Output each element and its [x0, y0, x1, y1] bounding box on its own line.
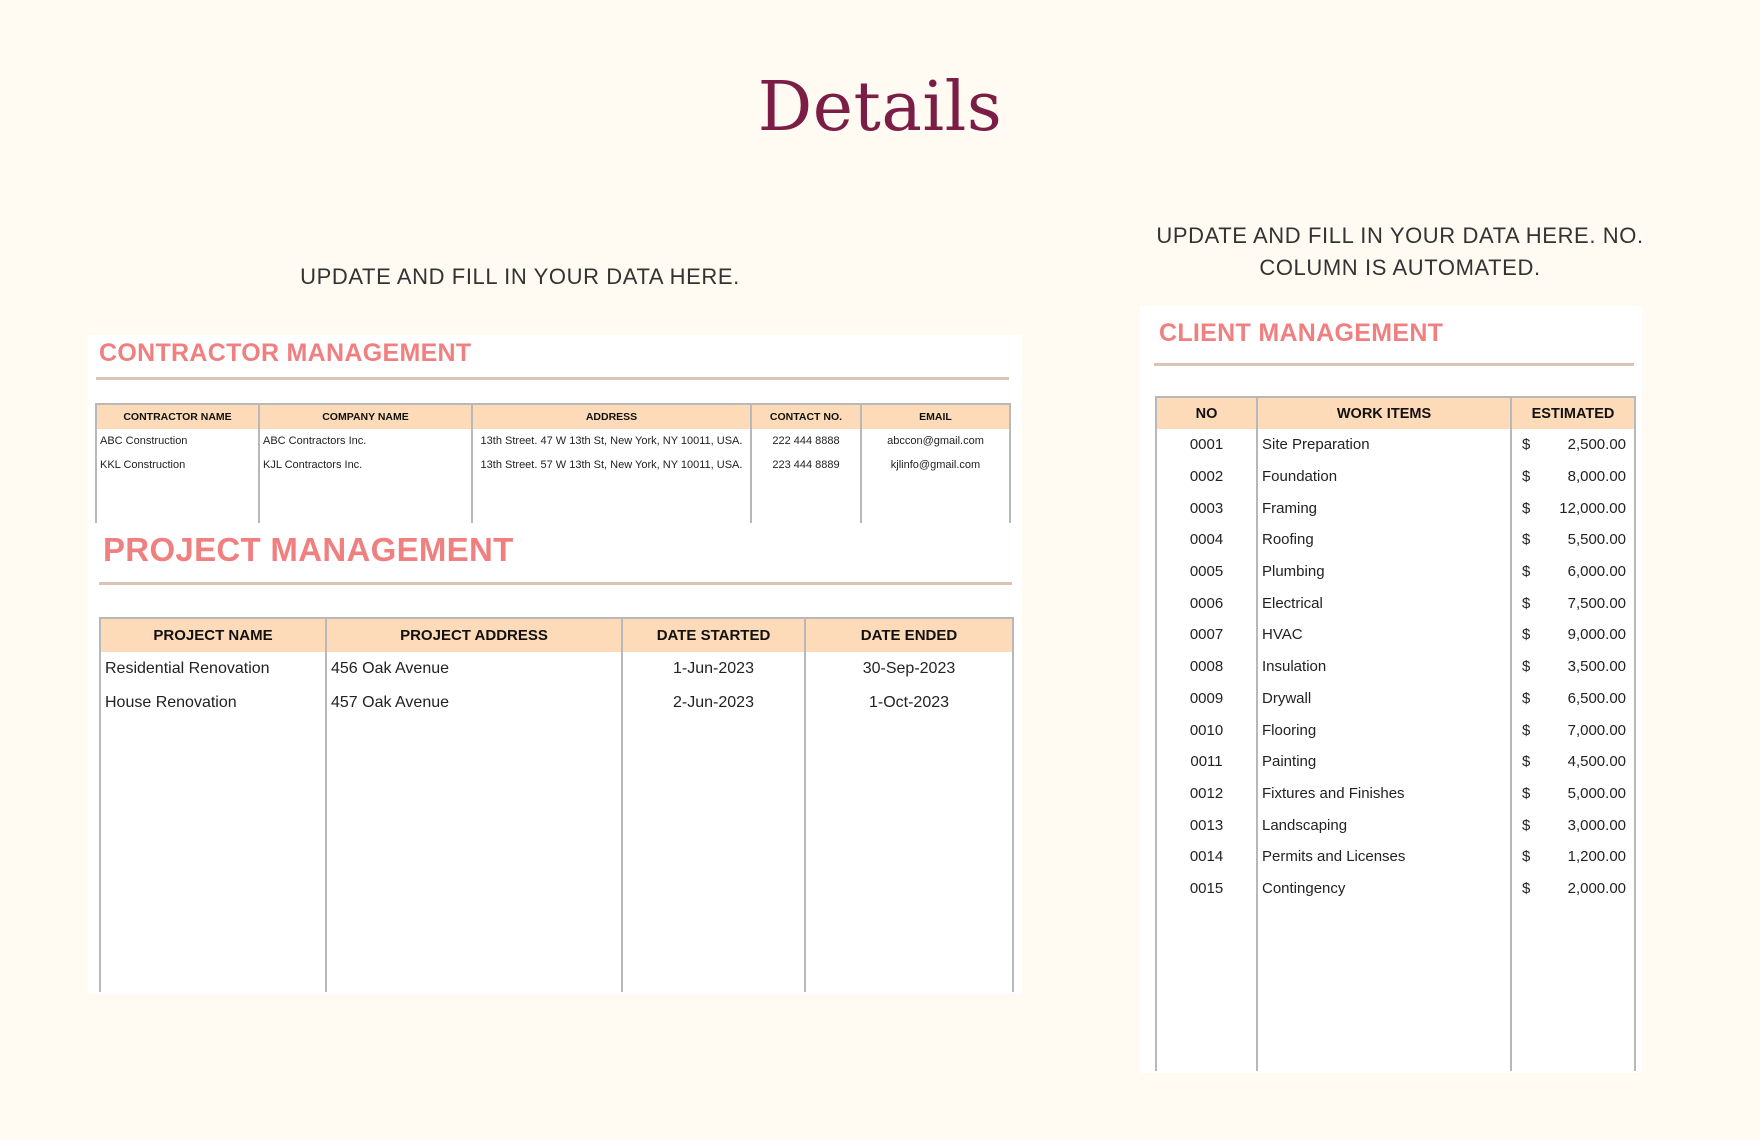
cell-project-name[interactable]: Residential Renovation — [100, 652, 326, 686]
amount: 7,500.00 — [1567, 594, 1626, 612]
cell-project-address[interactable]: 456 Oak Avenue — [326, 652, 622, 686]
cell-work-item[interactable]: HVAC — [1257, 619, 1511, 651]
empty-cell[interactable] — [1156, 904, 1257, 1071]
cell-work-item[interactable]: Landscaping — [1257, 809, 1511, 841]
table-row — [1156, 461, 1635, 493]
cell-no[interactable]: 0006 — [1156, 587, 1257, 619]
page-title: Details — [757, 68, 1003, 147]
cell-no[interactable]: 0005 — [1156, 556, 1257, 588]
project-section-title: PROJECT MANAGEMENT — [103, 531, 514, 568]
table-row — [1156, 746, 1635, 778]
cell-contractor-name[interactable]: KKL Construction — [96, 453, 259, 477]
amount: 3,000.00 — [1567, 816, 1626, 834]
empty-cell[interactable] — [622, 720, 805, 992]
cell-estimated[interactable] — [1511, 841, 1635, 873]
currency-symbol: $ — [1522, 816, 1531, 834]
amount: 12,000.00 — [1559, 499, 1626, 517]
cell-company-name[interactable]: KJL Contractors Inc. — [259, 453, 472, 477]
table-row — [1156, 429, 1635, 461]
cell-project-name[interactable]: House Renovation — [100, 686, 326, 720]
column-header[interactable]: WORK ITEMS — [1257, 397, 1511, 429]
client-header-row — [1156, 397, 1635, 429]
cell-work-item[interactable]: Flooring — [1257, 714, 1511, 746]
column-header[interactable]: ESTIMATED — [1511, 397, 1635, 429]
column-header[interactable]: PROJECT ADDRESS — [326, 618, 622, 652]
empty-cell[interactable] — [751, 477, 861, 523]
currency-symbol: $ — [1522, 753, 1531, 771]
cell-no[interactable]: 0009 — [1156, 683, 1257, 715]
currency-symbol: $ — [1522, 468, 1531, 486]
column-header[interactable]: ADDRESS — [472, 404, 751, 429]
cell-work-item[interactable]: Permits and Licenses — [1257, 841, 1511, 873]
cell-date-started[interactable]: 1-Jun-2023 — [622, 652, 805, 686]
currency-symbol: $ — [1522, 721, 1531, 739]
empty-row — [1156, 904, 1635, 1071]
empty-row — [96, 477, 1010, 523]
cell-no[interactable]: 0008 — [1156, 651, 1257, 683]
project-title-rule — [99, 582, 1012, 585]
cell-date-ended[interactable]: 30-Sep-2023 — [805, 652, 1013, 686]
empty-cell[interactable] — [1257, 904, 1511, 1071]
cell-work-item[interactable]: Electrical — [1257, 587, 1511, 619]
cell-company-name[interactable]: ABC Contractors Inc. — [259, 429, 472, 453]
cell-estimated[interactable] — [1511, 873, 1635, 905]
cell-estimated[interactable] — [1511, 587, 1635, 619]
cell-address[interactable]: 13th Street. 57 W 13th St, New York, NY 10011, USA. — [472, 453, 751, 477]
cell-date-ended[interactable]: 1-Oct-2023 — [805, 686, 1013, 720]
client-table — [1155, 396, 1636, 1071]
right-instruction-note — [1130, 220, 1670, 284]
table-row — [1156, 492, 1635, 524]
left-instruction-note: UPDATE AND FILL IN YOUR DATA HERE. — [300, 264, 740, 289]
empty-cell[interactable] — [861, 477, 1010, 523]
client-title-rule — [1154, 363, 1634, 366]
contractor-table — [95, 403, 1011, 523]
project-header-row — [100, 618, 1013, 652]
empty-cell[interactable] — [1511, 904, 1635, 1071]
cell-estimated[interactable] — [1511, 683, 1635, 715]
cell-no[interactable]: 0001 — [1156, 429, 1257, 461]
cell-email[interactable]: abccon@gmail.com — [861, 429, 1010, 453]
currency-symbol: $ — [1522, 658, 1531, 676]
column-header[interactable]: PROJECT NAME — [100, 618, 326, 652]
cell-project-address[interactable]: 457 Oak Avenue — [326, 686, 622, 720]
cell-no[interactable]: 0002 — [1156, 461, 1257, 493]
amount: 6,500.00 — [1567, 689, 1626, 707]
cell-contact[interactable]: 222 444 8888 — [751, 429, 861, 453]
cell-no[interactable]: 0013 — [1156, 809, 1257, 841]
currency-symbol: $ — [1522, 689, 1531, 707]
right-instruction-line-2: COLUMN IS AUTOMATED. — [1259, 255, 1541, 280]
cell-no[interactable]: 0012 — [1156, 778, 1257, 810]
cell-contact[interactable]: 223 444 8889 — [751, 453, 861, 477]
table-row — [1156, 619, 1635, 651]
right-instruction-line-1: UPDATE AND FILL IN YOUR DATA HERE. NO. — [1156, 223, 1644, 248]
cell-estimated[interactable] — [1511, 619, 1635, 651]
column-header[interactable]: CONTRACTOR NAME — [96, 404, 259, 429]
table-row — [1156, 873, 1635, 905]
cell-no[interactable]: 0014 — [1156, 841, 1257, 873]
contractor-title-rule — [96, 377, 1009, 380]
cell-work-item[interactable]: Site Preparation — [1257, 429, 1511, 461]
currency-symbol: $ — [1522, 784, 1531, 802]
cell-estimated[interactable] — [1511, 461, 1635, 493]
cell-estimated[interactable] — [1511, 429, 1635, 461]
table-row — [1156, 714, 1635, 746]
amount: 7,000.00 — [1567, 721, 1626, 739]
cell-no[interactable]: 0004 — [1156, 524, 1257, 556]
cell-address[interactable]: 13th Street. 47 W 13th St, New York, NY 10011, USA. — [472, 429, 751, 453]
empty-cell[interactable] — [326, 720, 622, 992]
table-row — [1156, 683, 1635, 715]
contractor-header-row — [96, 404, 1010, 429]
cell-work-item[interactable]: Drywall — [1257, 683, 1511, 715]
cell-work-item[interactable]: Framing — [1257, 492, 1511, 524]
amount: 1,200.00 — [1567, 848, 1626, 866]
column-header[interactable]: EMAIL — [861, 404, 1010, 429]
amount: 8,000.00 — [1567, 468, 1626, 486]
client-section-title: CLIENT MANAGEMENT — [1159, 319, 1444, 347]
amount: 5,500.00 — [1567, 531, 1626, 549]
cell-work-item[interactable]: Roofing — [1257, 524, 1511, 556]
project-table — [99, 617, 1014, 992]
currency-symbol: $ — [1522, 594, 1531, 612]
amount: 6,000.00 — [1567, 563, 1626, 581]
amount: 2,500.00 — [1567, 436, 1626, 454]
currency-symbol: $ — [1522, 499, 1531, 517]
cell-work-item[interactable]: Contingency — [1257, 873, 1511, 905]
table-row — [1156, 809, 1635, 841]
cell-estimated[interactable] — [1511, 651, 1635, 683]
table-row — [1156, 587, 1635, 619]
cell-email[interactable]: kjlinfo@gmail.com — [861, 453, 1010, 477]
cell-estimated[interactable] — [1511, 778, 1635, 810]
amount: 5,000.00 — [1567, 784, 1626, 802]
currency-symbol: $ — [1522, 531, 1531, 549]
currency-symbol: $ — [1522, 848, 1531, 866]
cell-estimated[interactable] — [1511, 492, 1635, 524]
column-header[interactable]: CONTACT NO. — [751, 404, 861, 429]
empty-cell[interactable] — [472, 477, 751, 523]
table-row — [96, 429, 1010, 453]
cell-work-item[interactable]: Painting — [1257, 746, 1511, 778]
amount: 4,500.00 — [1567, 753, 1626, 771]
cell-estimated[interactable] — [1511, 746, 1635, 778]
cell-no[interactable]: 0003 — [1156, 492, 1257, 524]
table-row — [100, 686, 1013, 720]
table-row — [1156, 524, 1635, 556]
column-header[interactable]: DATE ENDED — [805, 618, 1013, 652]
table-row — [1156, 841, 1635, 873]
table-row — [1156, 651, 1635, 683]
currency-symbol: $ — [1522, 436, 1531, 454]
cell-work-item[interactable]: Plumbing — [1257, 556, 1511, 588]
empty-row — [100, 720, 1013, 992]
cell-estimated[interactable] — [1511, 524, 1635, 556]
cell-work-item[interactable]: Foundation — [1257, 461, 1511, 493]
cell-estimated[interactable] — [1511, 809, 1635, 841]
empty-cell[interactable] — [100, 720, 326, 992]
empty-cell[interactable] — [259, 477, 472, 523]
amount: 2,000.00 — [1567, 879, 1626, 897]
cell-contractor-name[interactable]: ABC Construction — [96, 429, 259, 453]
cell-work-item[interactable]: Fixtures and Finishes — [1257, 778, 1511, 810]
currency-symbol: $ — [1522, 626, 1531, 644]
currency-symbol: $ — [1522, 879, 1531, 897]
column-header[interactable]: COMPANY NAME — [259, 404, 472, 429]
cell-no[interactable]: 0011 — [1156, 746, 1257, 778]
table-row — [1156, 778, 1635, 810]
currency-symbol: $ — [1522, 563, 1531, 581]
column-header[interactable]: DATE STARTED — [622, 618, 805, 652]
cell-date-started[interactable]: 2-Jun-2023 — [622, 686, 805, 720]
cell-no[interactable]: 0007 — [1156, 619, 1257, 651]
cell-estimated[interactable] — [1511, 556, 1635, 588]
cell-no[interactable]: 0010 — [1156, 714, 1257, 746]
amount: 9,000.00 — [1567, 626, 1626, 644]
cell-no[interactable]: 0015 — [1156, 873, 1257, 905]
contractor-section-title: CONTRACTOR MANAGEMENT — [99, 339, 472, 367]
table-row — [96, 453, 1010, 477]
column-header[interactable]: NO — [1156, 397, 1257, 429]
table-row — [100, 652, 1013, 686]
amount: 3,500.00 — [1567, 658, 1626, 676]
empty-cell[interactable] — [96, 477, 259, 523]
cell-work-item[interactable]: Insulation — [1257, 651, 1511, 683]
cell-estimated[interactable] — [1511, 714, 1635, 746]
table-row — [1156, 556, 1635, 588]
empty-cell[interactable] — [805, 720, 1013, 992]
